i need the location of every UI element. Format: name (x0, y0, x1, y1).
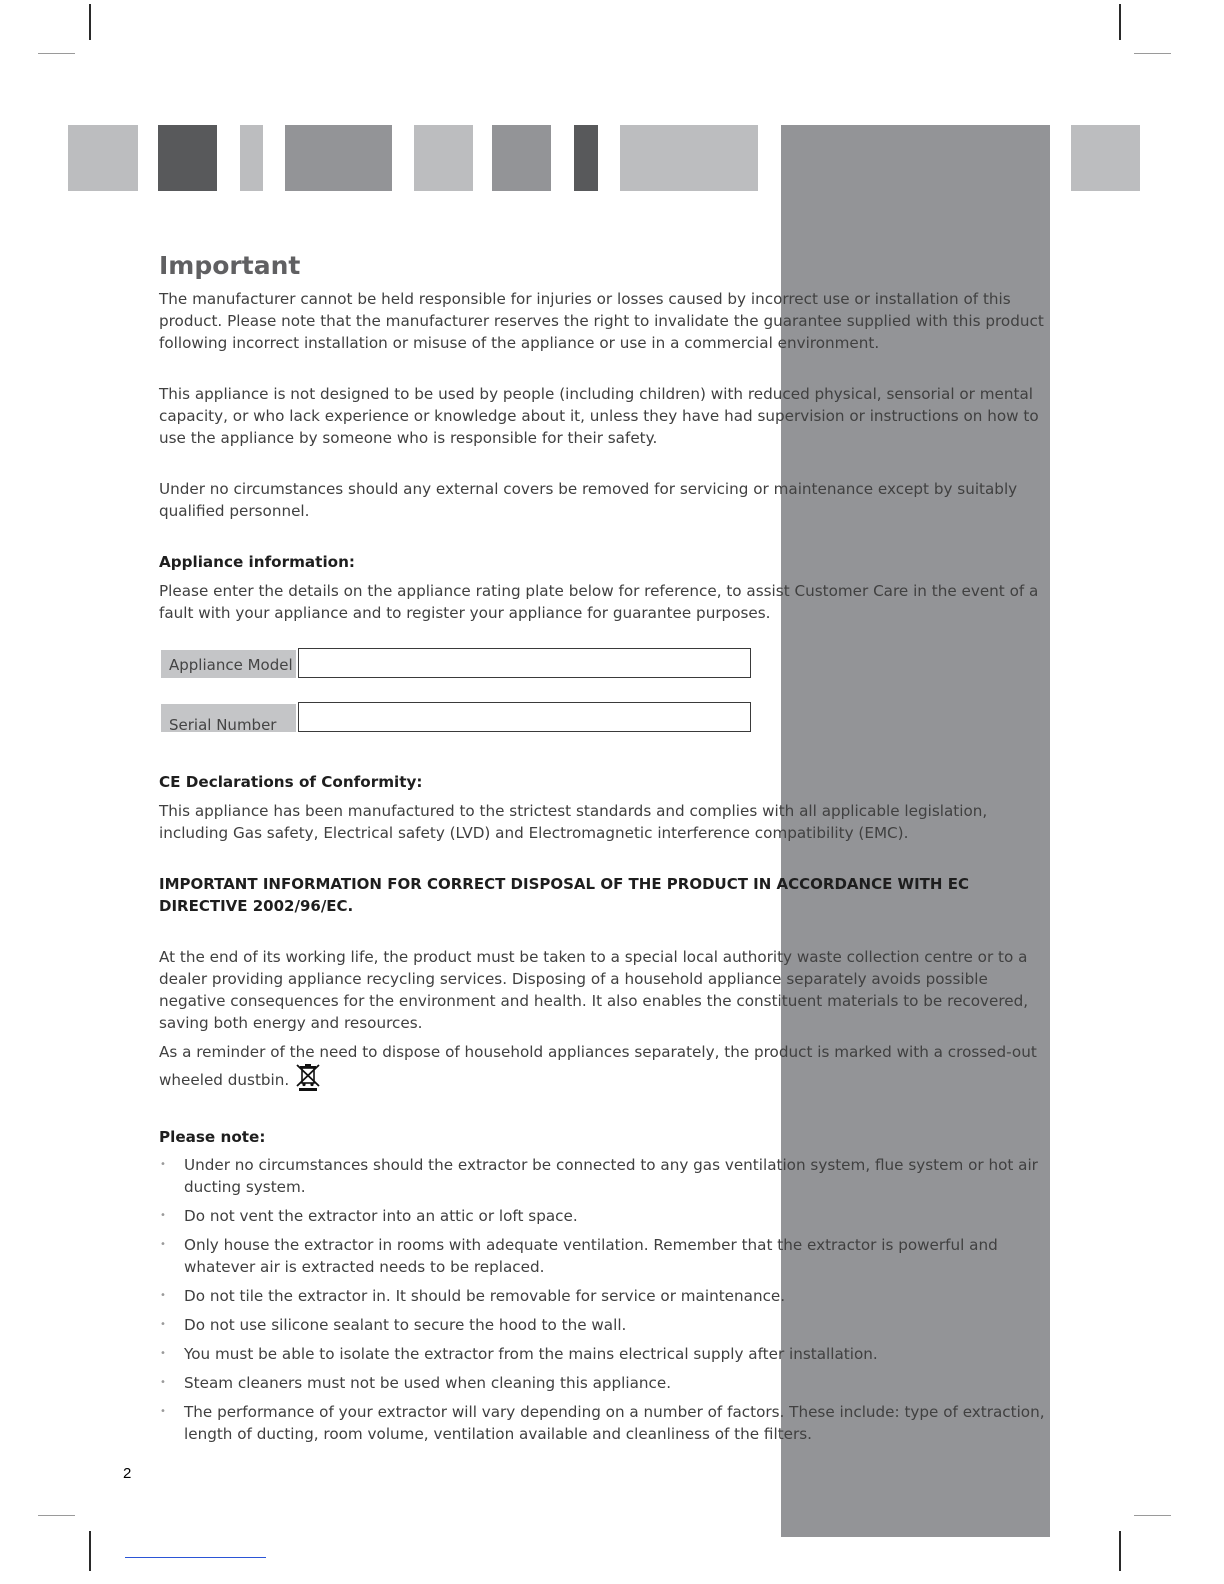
header-block (414, 125, 473, 191)
list-item: • Do not use silicone sealant to secure the hood to the wall. (160, 1316, 627, 1334)
appliance-model-row (159, 648, 1049, 678)
header-block (574, 125, 598, 191)
ce-text: This appliance has been manufactured to the strictest standards and complies with all applicable legislation, including Gas safety, Electrical safety (LVD) and Electromagnetic interference compatibility (EMC). (159, 802, 988, 842)
appliance-info-text: Please enter the details on the appliance rating plate below for reference, to assist Customer Care in the event of a fault with your appliance and to register your appliance for guarantee purposes. (159, 582, 1039, 622)
disposal-heading: IMPORTANT INFORMATION FOR CORRECT DISPOSAL OF THE PRODUCT IN ACCORDANCE WITH EC DIRECTIVE 2002/96/EC. (159, 875, 969, 915)
intro-paragraph-2: This appliance is not designed to be used by people (including children) with reduced physical, sensorial or mental capacity, or who lack experience or knowledge about it, unless they have had supervision or instructions on how to use the appliance by someone who is responsible for their safety. (159, 385, 1039, 447)
header-block (285, 125, 392, 191)
list-item: • Do not vent the extractor into an attic or loft space. (160, 1207, 578, 1225)
list-item: • Only house the extractor in rooms with adequate ventilation. Remember that the extractor is powerful and whatever air is extracted needs to be replaced. (160, 1236, 998, 1276)
bullet-icon: • (160, 1377, 166, 1388)
please-note-heading: Please note: (159, 1128, 266, 1146)
intro-paragraph-1: The manufacturer cannot be held responsible for injuries or losses caused by incorrect use or installation of this product. Please note that the manufacturer reserves the right to invalidate the guarantee supplied with this product following incorrect installation or misuse of the appliance or use in a commercial environment. (159, 290, 1044, 352)
header-block (620, 125, 758, 191)
crop-mark-bottom-right-vertical (1119, 1531, 1121, 1571)
crossed-out-wheeled-bin-icon (295, 1063, 321, 1097)
bullet-icon: • (160, 1159, 166, 1170)
disposal-paragraph-2 (159, 1041, 1049, 1097)
crop-mark-top-left-vertical (89, 4, 91, 40)
please-note-list (159, 1154, 1049, 1445)
header-block (492, 125, 551, 191)
crop-mark-bottom-left-horizontal (38, 1515, 75, 1516)
bullet-icon: • (160, 1348, 166, 1359)
list-item: • You must be able to isolate the extractor from the mains electrical supply after installation. (160, 1345, 878, 1363)
footer-line (125, 1557, 266, 1558)
crop-mark-top-left-horizontal (38, 53, 75, 54)
crop-mark-bottom-right-horizontal (1134, 1515, 1171, 1516)
page-title: Important (159, 251, 301, 280)
bullet-icon: • (160, 1210, 166, 1221)
disposal-paragraph-1: At the end of its working life, the product must be taken to a special local authority waste collection centre or to a dealer providing appliance recycling services. Disposing of a household appliance separately avoids possible negative consequences for the environment and health. It also enables the constituent materials to be recovered, saving both energy and resources. (159, 948, 1029, 1032)
list-item: • The performance of your extractor will vary depending on a number of factors. These include: type of extraction, length of ducting, room volume, ventilation available and cleanliness of the filters. (160, 1403, 1045, 1443)
header-block (158, 125, 217, 191)
serial-number-field[interactable] (298, 702, 751, 732)
header-block (1071, 125, 1140, 191)
crop-mark-top-right-horizontal (1134, 53, 1171, 54)
list-item: • Under no circumstances should the extractor be connected to any gas ventilation system, flue system or hot air ducting system. (160, 1156, 1038, 1196)
appliance-model-field[interactable] (298, 648, 751, 678)
bullet-icon: • (160, 1319, 166, 1330)
crop-mark-top-right-vertical (1119, 4, 1121, 40)
appliance-info-heading: Appliance information: (159, 553, 355, 571)
serial-number-row (159, 702, 1049, 732)
bullet-icon: • (160, 1239, 166, 1250)
disposal-paragraph-2-text: As a reminder of the need to dispose of household appliances separately, the product is marked with a crossed-out wheeled dustbin. (159, 1043, 1037, 1089)
intro-paragraph-3: Under no circumstances should any external covers be removed for servicing or maintenance except by suitably qualified personnel. (159, 480, 1018, 520)
serial-number-label: Serial Number (161, 704, 296, 732)
header-block (68, 125, 138, 191)
bullet-icon: • (160, 1406, 166, 1417)
header-block (240, 125, 263, 191)
ce-heading: CE Declarations of Conformity: (159, 773, 423, 791)
bullet-icon: • (160, 1290, 166, 1301)
crop-mark-bottom-left-vertical (89, 1531, 91, 1571)
page-content (159, 248, 1049, 1452)
list-item: • Do not tile the extractor in. It should be removable for service or maintenance. (160, 1287, 786, 1305)
page-number: 2 (123, 1465, 132, 1482)
appliance-model-label: Appliance Model (161, 650, 296, 678)
list-item: • Steam cleaners must not be used when cleaning this appliance. (160, 1374, 672, 1392)
